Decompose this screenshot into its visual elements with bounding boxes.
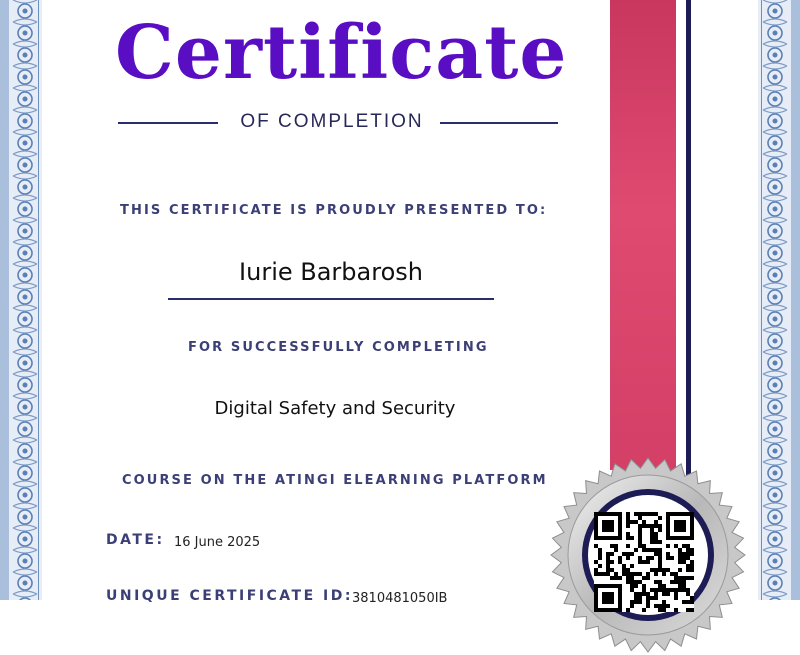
platform-label: COURSE ON THE ATINGI ELEARNING PLATFORM: [122, 473, 548, 488]
subtitle-rule-left: [118, 122, 218, 124]
course-name: Digital Safety and Security: [214, 398, 456, 419]
date-value: 16 June 2025: [174, 535, 261, 550]
qr-code-icon[interactable]: [594, 512, 694, 612]
left-ornamental-border: [0, 0, 42, 600]
completing-label: FOR SUCCESSFULLY COMPLETING: [188, 340, 489, 355]
subtitle-row: [118, 111, 558, 137]
border-pattern-icon: [759, 0, 791, 600]
name-underline: [168, 298, 494, 300]
ribbon-edge: [686, 0, 691, 500]
recipient-name: Iurie Barbarosh: [239, 258, 423, 286]
right-ornamental-border: [758, 0, 800, 600]
date-label: DATE:: [106, 532, 165, 548]
certificate-id-value: 3810481050IB: [352, 591, 448, 606]
certificate-title: Certificate: [115, 10, 568, 96]
presented-to-label: THIS CERTIFICATE IS PROUDLY PRESENTED TO:: [120, 203, 548, 218]
ribbon: [610, 0, 676, 470]
subtitle-rule-right: [440, 122, 558, 124]
certificate-id-label: UNIQUE CERTIFICATE ID:: [106, 588, 353, 604]
certificate-subtitle: OF COMPLETION: [240, 111, 424, 132]
border-pattern-icon: [9, 0, 41, 600]
